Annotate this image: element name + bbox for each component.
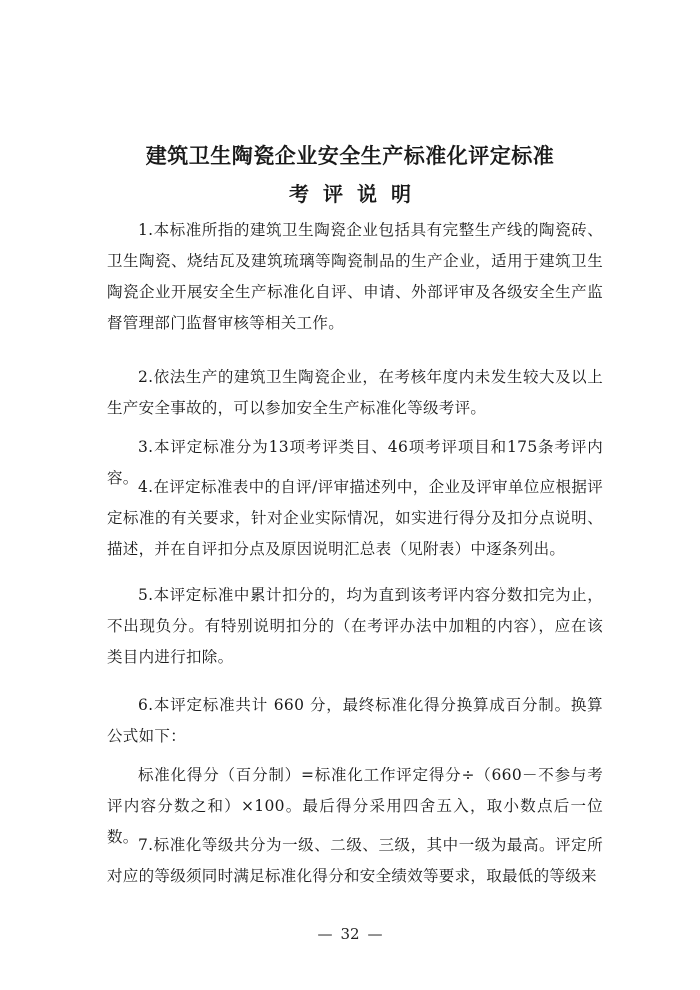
paragraph-5: 5.本评定标准中累计扣分的，均为直到该考评内容分数扣完为止，不出现负分。有特别说明扣分的（在考评办法中加粗的内容），应在该类目内进行扣除。 xyxy=(107,586,603,666)
page-number: 32 xyxy=(340,925,360,943)
paragraph-1: 1.本标准所指的建筑卫生陶瓷企业包括具有完整生产线的陶瓷砖、卫生陶瓷、烧结瓦及建筑琉璃等陶瓷制品的生产企业，适用于建筑卫生陶瓷企业开展安全生产标准化自评、申请、外部评审及各级安全生产监督管理部门监督审核等相关工作。 xyxy=(107,221,603,332)
document-subtitle: 考评说明 xyxy=(289,182,425,206)
paragraph-6: 6.本评定标准共计 660 分，最终标准化得分换算成百分制。换算公式如下： xyxy=(107,696,603,745)
footer-dash-right: — xyxy=(367,925,383,943)
footer-dash-left: — xyxy=(317,925,333,943)
paragraph-2: 2.依法生产的建筑卫生陶瓷企业，在考核年度内未发生较大及以上生产安全事故的，可以参加安全生产标准化等级考评。 xyxy=(107,368,603,417)
page-footer xyxy=(0,925,700,943)
paragraph-3: 3.本评定标准分为13项考评类目、46项考评项目和175条考评内容。 xyxy=(107,438,603,487)
paragraph-4: 4.在评定标准表中的自评/评审描述列中，企业及评审单位应根据评定标准的有关要求，针对企业实际情况，如实进行得分及扣分点说明、描述，并在自评扣分点及原因说明汇总表（见附表）中逐条列出。 xyxy=(107,478,603,558)
paragraph-7: 7.标准化等级共分为一级、二级、三级，其中一级为最高。评定所对应的等级须同时满足标准化得分和安全绩效等要求，取最低的等级来 xyxy=(107,836,603,885)
document-title: 建筑卫生陶瓷企业安全生产标准化评定标准 xyxy=(145,143,555,168)
formula-paragraph: 标准化得分（百分制）=标准化工作评定得分÷（660－不参与考评内容分数之和）×100。最后得分采用四舍五入，取小数点后一位数。 xyxy=(107,766,603,846)
